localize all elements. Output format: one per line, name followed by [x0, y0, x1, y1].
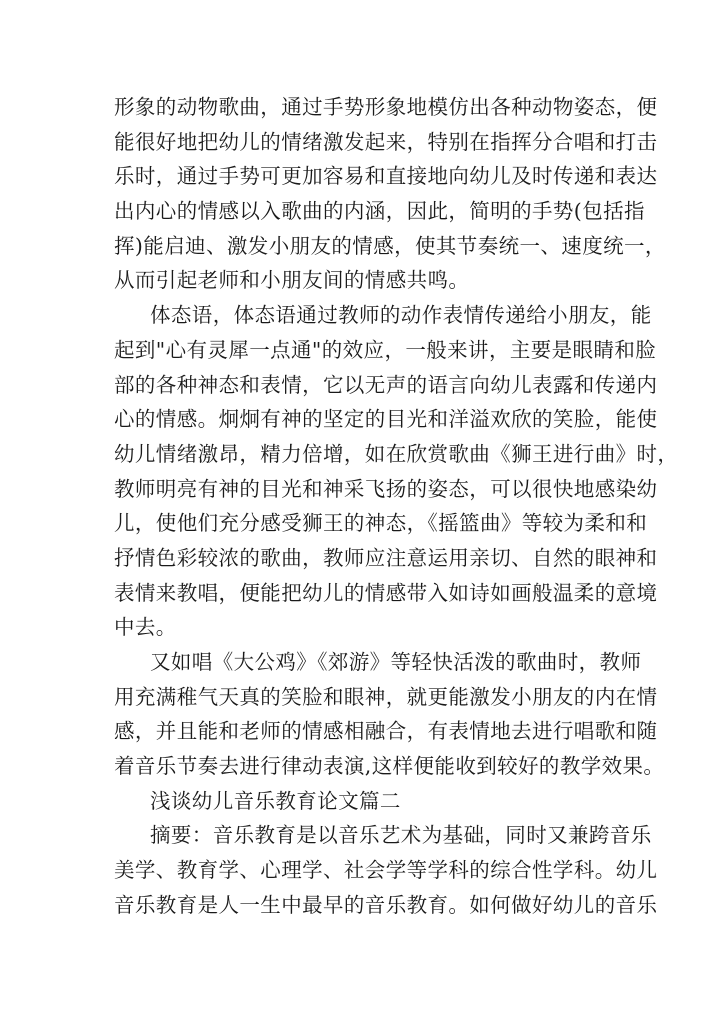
text-line: 挥)能启迪、激发小朋友的情感，使其节奏统一、速度统一，: [114, 233, 666, 258]
text-line: 音乐教育是人一生中最早的音乐教育。如何做好幼儿的音乐: [114, 892, 658, 917]
text-line: 儿，使他们充分感受狮王的神态，《摇篮曲》等较为柔和和: [114, 511, 648, 536]
text-line: 乐时，通过手势可更加容易和直接地向幼儿及时传递和表达: [114, 164, 658, 189]
paragraph-start-line: 又如唱《大公鸡》《郊游》等轻快活泼的歌曲时，教师: [150, 650, 642, 674]
text-line: 中去。: [114, 615, 177, 640]
text-line: 部的各种神态和表情，它以无声的语言向幼儿表露和传递内: [114, 372, 658, 397]
paragraph-start-line: 体态语，体态语通过教师的动作表情传递给小朋友，能: [150, 303, 652, 328]
text-line: 用充满稚气天真的笑脸和眼神，就更能激发小朋友的内在情: [114, 684, 658, 709]
text-line: 能很好地把幼儿的情绪激发起来，特别在指挥分合唱和打击: [114, 129, 658, 154]
text-line: 表情来教唱，便能把幼儿的情感带入如诗如画般温柔的意境: [114, 580, 658, 605]
text-line: 感，并且能和老师的情感相融合，有表情地去进行唱歌和随: [114, 719, 658, 744]
document-body: [114, 90, 679, 923]
paragraph-start-line: 摘要：音乐教育是以音乐艺术为基础，同时又兼跨音乐: [150, 823, 652, 848]
text-line: 幼儿情绪激昂，精力倍增，如在欣赏歌曲《狮王进行曲》时，: [114, 441, 679, 466]
text-line: 心的情感。炯炯有神的坚定的目光和洋溢欢欣的笑脸，能使: [114, 407, 658, 432]
text-line: 出内心的情感以入歌曲的内涵，因此，简明的手势(包括指: [114, 199, 645, 224]
text-line: 美学、教育学、心理学、社会学等学科的综合性学科。幼儿: [114, 858, 658, 883]
text-line: 教师明亮有神的目光和神采飞扬的姿态，可以很快地感染幼: [114, 476, 658, 501]
section-heading: 浅谈幼儿音乐教育论文篇二: [150, 788, 401, 813]
text-line: 形象的动物歌曲，通过手势形象地模仿出各种动物姿态，便: [114, 95, 658, 119]
text-line: 着音乐节奏去进行律动表演,这样便能收到较好的教学效果。: [114, 754, 665, 779]
text-line: 起到"心有灵犀一点通"的效应，一般来讲，主要是眼睛和脸: [114, 337, 657, 362]
text-line: 从而引起老师和小朋友间的情感共鸣。: [114, 268, 470, 293]
text-line: 抒情色彩较浓的歌曲，教师应注意运用亲切、自然的眼神和: [114, 545, 658, 570]
